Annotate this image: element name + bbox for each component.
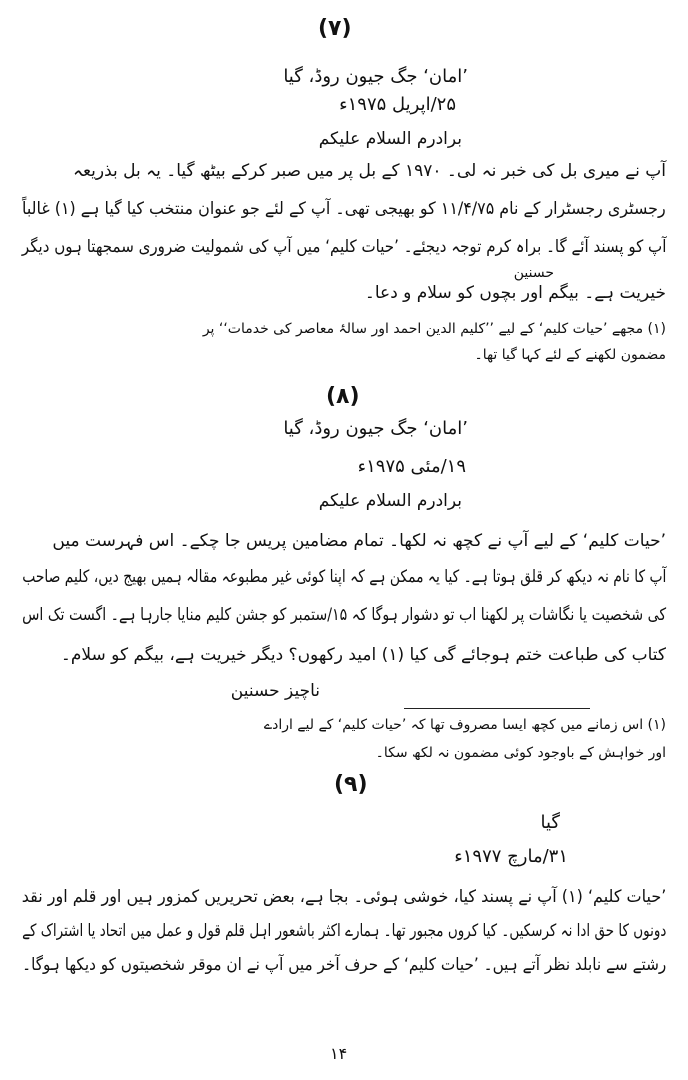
letter-7-body-line: آپ نے میری بل کی خبر نہ لی۔ ۱۹۷۰ کے بل پر میں صبر کرکے بیٹھ گیا۔ یہ بل بذریعہ	[72, 161, 666, 181]
letter-9-address: گیا	[540, 812, 560, 833]
letter-7-salutation: برادرم السلام علیکم	[318, 129, 462, 149]
letter-7-body-line: خیریت ہے۔ بیگم اور بچوں کو سلام و دعا۔	[364, 283, 666, 303]
letter-8-body-line: آپ کا نام نہ دیکھ کر قلق ہوتا ہے۔ کیا یہ ممکن ہے کہ اپنا کوئی غیر مطبوعہ مقالہ ہمیں بھیج دیں، کلیم صاحب	[21, 567, 666, 587]
letter-8-body-line: کی شخصیت یا نگاشات پر لکھنا اب تو دشوار ہوگا کہ ۱۵/ستمبر کو جشن کلیم منایا جارہا ہے۔ اگست تک اس	[21, 605, 666, 625]
letter-9-number: (۹)	[334, 772, 368, 797]
letter-7-body-line: آپ کو پسند آئے گا۔ براہ کرم توجہ دیجئے۔ ’حیات کلیم‘ میں آپ کی شمولیت ضروری سمجھتا ہوں دیگر	[21, 237, 666, 257]
letter-9-body-line: رشتے سے نابلد نظر آتے ہیں۔ ’حیات کلیم‘ کے حرف آخر میں آپ نے ان موقر شخصیتوں کو دیکھا ہوگا۔	[21, 955, 666, 975]
letter-8-footnote-line: (۱) اس زمانے میں کچھ ایسا مصروف تھا کہ ’حیات کلیم‘ کے لیے ارادے	[263, 717, 666, 733]
letter-8-date: ۱۹/مئی ۱۹۷۵ء	[357, 456, 466, 477]
letter-7-body-line: رجسٹری رجسٹرار کے نام ۱۱/۴/۷۵ کو بھیجی تھی۔ آپ کے لئے جو عنوان منتخب کیا گیا ہے (۱) غالباً	[22, 199, 666, 219]
letter-8-body-line: کتاب کی طباعت ختم ہوجائے گی کیا (۱) امید رکھوں؟ دیگر خیریت ہے، بیگم کو سلام۔	[60, 645, 666, 665]
letter-8-body-line: ’حیات کلیم‘ کے لیے آپ نے کچھ نہ لکھا۔ تمام مضامین پریس جا چکے۔ اس فہرست میں	[52, 531, 666, 551]
letter-8-number: (۸)	[326, 384, 360, 409]
letter-8-salutation: برادرم السلام علیکم	[318, 491, 462, 511]
letter-7-footnote-line: مضمون لکھنے کے لئے کہا گیا تھا۔	[474, 347, 666, 363]
letter-7-address: ’امان‘ جگ جیون روڈ، گیا	[283, 66, 468, 87]
letter-9-date: ۳۱/مارچ ۱۹۷۷ء	[454, 846, 568, 867]
letter-9-body-line: ’حیات کلیم‘ (۱) آپ نے پسند کیا، خوشی ہوئی۔ بجا ہے، بعض تحریریں کمزور ہیں اور قلم اور نقد	[21, 887, 666, 907]
letter-7-date: ۲۵/اپریل ۱۹۷۵ء	[339, 94, 456, 115]
letter-8-address: ’امان‘ جگ جیون روڈ، گیا	[283, 418, 468, 439]
letter-7-footnote-line: (۱) مجھے ’حیات کلیم‘ کے لیے ’’کلیم الدین احمد اور سالۂ معاصر کی خدمات‘‘ پر	[202, 321, 666, 337]
letter-8-footnote-line: اور خواہش کے باوجود کوئی مضمون نہ لکھ سکا۔	[375, 745, 666, 761]
letter-7-number: (۷)	[318, 16, 352, 41]
footnote-divider	[404, 708, 590, 709]
letter-9-body-line: دونوں کا حق ادا نہ کرسکیں۔ کیا کروں مجبور تھا۔ ہمارے اکثر باشعور اہل قلم قول و عمل میں اتحاد یا اشتراک کے	[21, 921, 666, 941]
page-number: ۱۴	[330, 1044, 348, 1063]
letter-8-signature: ناچیز حسنین	[230, 681, 320, 701]
letter-7-signature: حسنین	[513, 265, 554, 281]
